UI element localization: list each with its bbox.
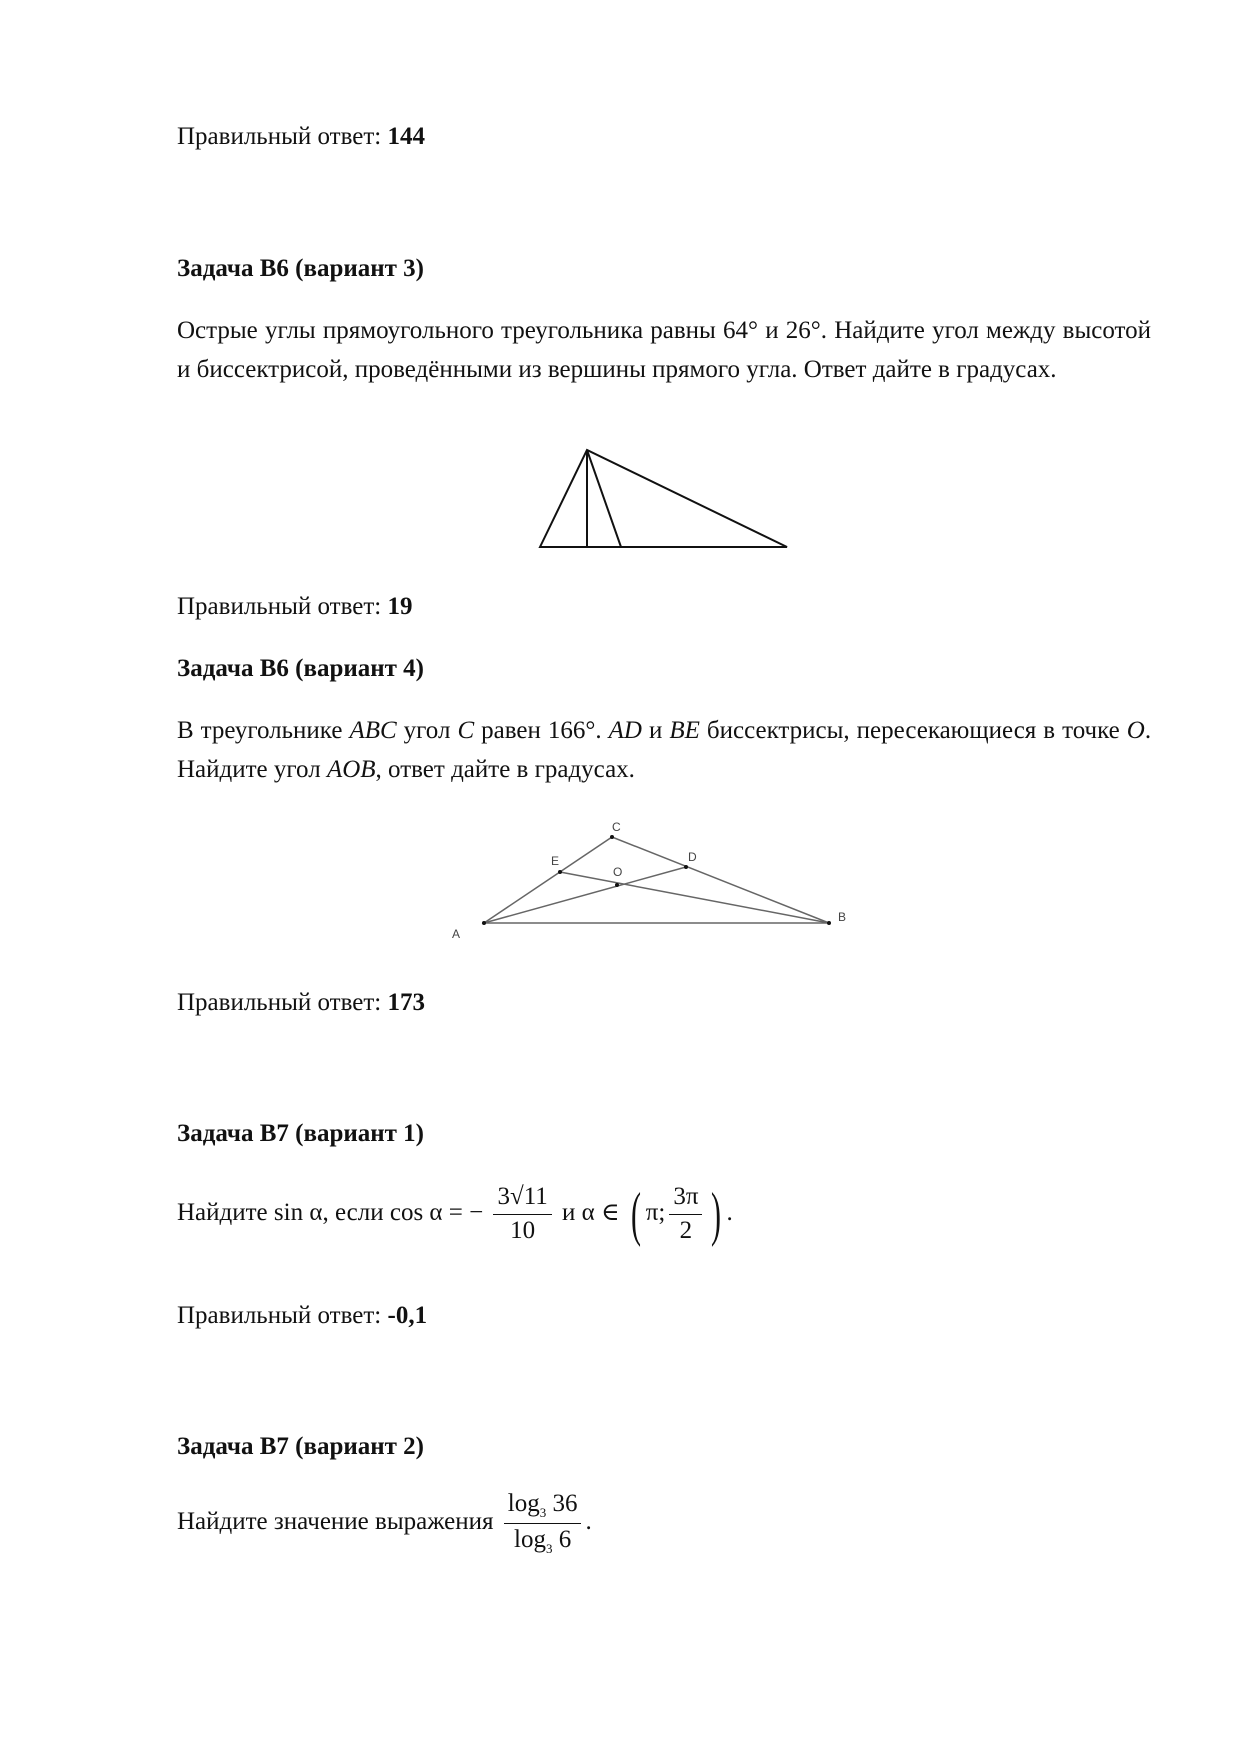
- right-triangle-figure: [530, 445, 792, 550]
- alpha-in: α ∈: [581, 1198, 620, 1226]
- b7v2-text: Найдите значение выражения $\frac{\log_3 36}{\log_3 6}$ .: [177, 1490, 592, 1556]
- answer-label: Правильный ответ:: [177, 989, 382, 1016]
- cos-fraction: $\frac{3√11}{10}$: [493, 1183, 551, 1246]
- label-e: E: [551, 854, 560, 868]
- b6v3-answer: [177, 587, 413, 626]
- answer-label: Правильный ответ:: [177, 593, 382, 620]
- b7v1-text: Найдите sin α, если cos α = − $\frac{3√11}{10}$ и α ∈ ( π; $\frac{3\pi}{2}$ ) .: [177, 1181, 733, 1248]
- segment-ad: [484, 867, 686, 923]
- b7v2-title: Задача B7 (вариант 2): [177, 1433, 425, 1460]
- answer-value: 19: [387, 593, 413, 620]
- point-o: O: [1126, 717, 1145, 744]
- triangle-abc: [484, 837, 829, 923]
- bisector-triangle-figure: [440, 815, 900, 945]
- interval-fraction: $\frac{3\pi}{2}$: [669, 1183, 702, 1246]
- angle-name: C: [457, 717, 475, 744]
- answer-value: -0,1: [387, 1302, 428, 1329]
- b6v3-title: Задача B6 (вариант 3): [177, 255, 425, 282]
- answer-value: 144: [387, 123, 425, 150]
- b6v3-text: Острые углы прямоугольного треугольника равны 64° и 26°. Найдите угол между высотой и биссектрисой, проведёнными из вершины прямого угла. Ответ дайте в градусах.: [177, 317, 1151, 383]
- b6v4-text: В треугольнике ABC угол C равен 166°. AD и BE биссектрисы, пересекающиеся в точке O. Найдите угол AOB, ответ дайте в градусах.: [177, 717, 1152, 783]
- label-b: B: [838, 910, 847, 924]
- bisector-ad: AD: [608, 717, 642, 744]
- answer-value: 173: [387, 989, 425, 1016]
- b7v1-title: Задача B7 (вариант 1): [177, 1120, 425, 1147]
- b6v4-answer: [177, 983, 425, 1022]
- label-d: D: [688, 850, 697, 864]
- segment-be: [560, 872, 829, 923]
- angle-aob: AOB: [326, 756, 376, 783]
- sin-alpha: sin α: [273, 1198, 323, 1226]
- bisector-be: BE: [669, 717, 700, 744]
- label-a: A: [452, 927, 461, 941]
- b6v4-title: Задача B6 (вариант 4): [177, 655, 425, 682]
- answer-top: [177, 117, 425, 156]
- label-c: C: [612, 820, 621, 834]
- answer-label: Правильный ответ:: [177, 1302, 382, 1329]
- cos-alpha: cos α = −: [389, 1198, 484, 1226]
- b7v1-answer: [177, 1296, 427, 1335]
- triangle-name: ABC: [349, 717, 397, 744]
- log-fraction: $\frac{\log_3 36}{\log_3 6}$: [504, 1490, 582, 1557]
- answer-label: Правильный ответ:: [177, 123, 382, 150]
- label-o: O: [613, 865, 623, 879]
- triangle-outline: [540, 450, 787, 547]
